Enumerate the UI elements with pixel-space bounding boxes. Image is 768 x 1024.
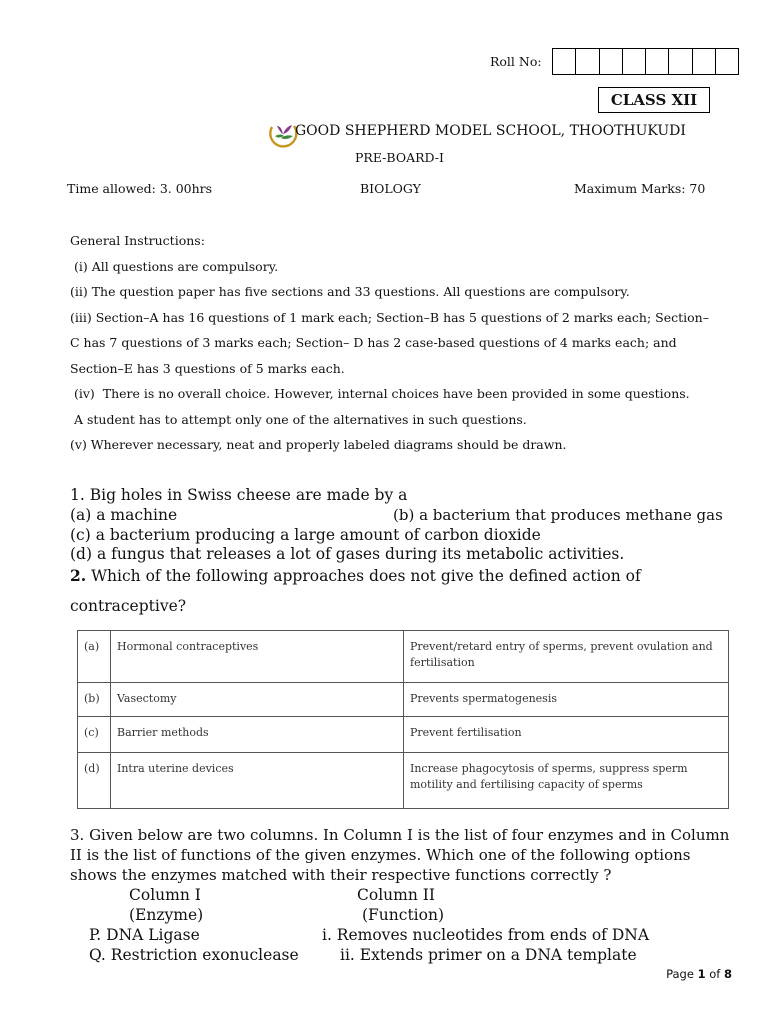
q1-option-a: (a) a machine <box>70 506 178 524</box>
table-row <box>78 753 729 809</box>
q2-number: 2. <box>70 566 87 585</box>
instructions-heading: General Instructions: <box>70 233 205 248</box>
table-cell-option: (c) <box>78 717 111 753</box>
q2-table <box>77 630 729 809</box>
instruction-line: (v) Wherever necessary, neat and properly labeled diagrams should be drawn. <box>70 437 567 452</box>
instruction-line: C has 7 questions of 3 marks each; Section– D has 2 case-based questions of 4 marks each; and <box>70 335 677 350</box>
q2-stem-text: Which of the following approaches does not give the defined action of <box>86 567 641 585</box>
instruction-line: (ii) The question paper has five sections and 33 questions. All questions are compulsory. <box>70 284 630 299</box>
match-right-i: i. Removes nucleotides from ends of DNA <box>322 926 650 944</box>
roll-number-box <box>623 49 646 74</box>
q1-option-c: (c) a bacterium producing a large amount of carbon dioxide <box>70 526 541 544</box>
q1-stem: 1. Big holes in Swiss cheese are made by a <box>70 486 408 504</box>
roll-number-label: Roll No: <box>490 54 542 69</box>
school-name: GOOD SHEPHERD MODEL SCHOOL, THOOTHUKUDI <box>295 123 686 139</box>
q2-stem <box>70 566 641 585</box>
roll-number-box <box>669 49 692 74</box>
exam-title: PRE-BOARD-I <box>355 150 444 165</box>
match-left-p: P. DNA Ligase <box>89 926 200 944</box>
roll-number-box <box>553 49 576 74</box>
instruction-line: (iv) There is no overall choice. However, internal choices have been provided in some questions. <box>70 386 690 401</box>
table-cell-action: Increase phagocytosis of sperms, suppress sperm motility and fertilising capacity of sperms <box>404 753 729 809</box>
table-cell-approach: Hormonal contraceptives <box>111 631 404 683</box>
column-2-subheading: (Function) <box>362 906 444 924</box>
column-2-heading: Column II <box>357 886 435 904</box>
table-cell-action: Prevent/retard entry of sperms, prevent ovulation and fertilisation <box>404 631 729 683</box>
table-cell-approach: Vasectomy <box>111 683 404 717</box>
page-current: 1 <box>697 967 706 981</box>
table-row <box>78 683 729 717</box>
instruction-line: Section–E has 3 questions of 5 marks each. <box>70 361 345 376</box>
table-cell-option: (a) <box>78 631 111 683</box>
time-allowed: Time allowed: 3. 00hrs <box>67 181 213 196</box>
instruction-line: (i) All questions are compulsory. <box>70 259 279 274</box>
table-row <box>78 631 729 683</box>
of-word: of <box>709 967 721 981</box>
column-1-heading: Column I <box>129 886 201 904</box>
q1-option-d: (d) a fungus that releases a lot of gases during its metabolic activities. <box>70 545 625 563</box>
roll-number-box <box>646 49 669 74</box>
page-total: 8 <box>723 967 732 981</box>
page-word: Page <box>666 967 694 981</box>
roll-number-box <box>600 49 623 74</box>
table-cell-option: (d) <box>78 753 111 809</box>
q3-stem-line: 3. Given below are two columns. In Column I is the list of four enzymes and in Column <box>70 826 730 844</box>
roll-number-box <box>576 49 599 74</box>
instruction-line: A student has to attempt only one of the alternatives in such questions. <box>70 412 527 427</box>
q1-option-b: (b) a bacterium that produces methane gas <box>393 506 723 524</box>
q3-stem-line: shows the enzymes matched with their respective functions correctly ? <box>70 866 612 884</box>
table-row <box>78 717 729 753</box>
instruction-line: (iii) Section–A has 16 questions of 1 mark each; Section–B has 5 questions of 2 marks each; Section– <box>70 310 709 325</box>
table-cell-action: Prevents spermatogenesis <box>404 683 729 717</box>
table-cell-option: (b) <box>78 683 111 717</box>
roll-number-box <box>716 49 738 74</box>
table-cell-action: Prevent fertilisation <box>404 717 729 753</box>
table-cell-approach: Barrier methods <box>111 717 404 753</box>
roll-number-boxes <box>552 48 739 75</box>
page-number <box>666 967 732 981</box>
subject: BIOLOGY <box>360 181 421 196</box>
match-left-q: Q. Restriction exonuclease <box>89 946 299 964</box>
table-cell-approach: Intra uterine devices <box>111 753 404 809</box>
q2-stem-cont: contraceptive? <box>70 597 187 615</box>
q3-stem-line: II is the list of functions of the given enzymes. Which one of the following options <box>70 846 691 864</box>
match-right-ii: ii. Extends primer on a DNA template <box>340 946 637 964</box>
roll-number-box <box>693 49 716 74</box>
maximum-marks: Maximum Marks: 70 <box>574 181 706 196</box>
column-1-subheading: (Enzyme) <box>129 906 204 924</box>
class-label: CLASS XII <box>598 87 710 113</box>
